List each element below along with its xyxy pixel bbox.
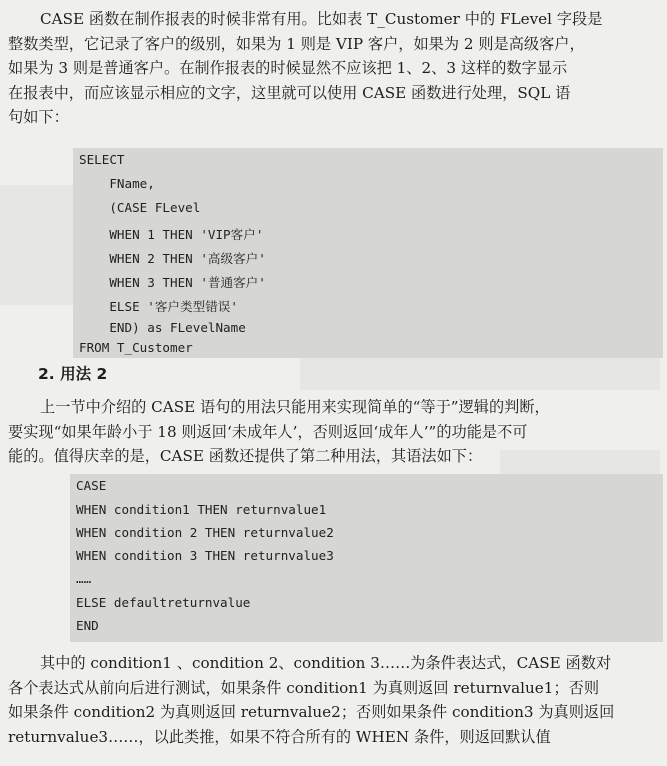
code-line: END [76,618,99,633]
text-line: 句如下： [8,108,69,127]
code-block-select [73,148,663,358]
code-line: WHEN 1 THEN 'VIP客户' [79,227,264,242]
paragraph-explanation [8,651,660,749]
text-line: 上一节中介绍的 CASE 语句的用法只能用来实现简单的“等于”逻辑的判断， [40,398,550,416]
bleed-through-shape [0,185,75,305]
text-line: 其中的 condition1 、condition 2、condition 3……为条件表达式，CASE 函数对 [40,654,612,672]
code-line: WHEN condition 2 THEN returnvalue2 [76,525,334,540]
code-line: ELSE '客户类型错误' [79,299,238,314]
code-line: WHEN 3 THEN '普通客户' [79,275,266,290]
code-line: WHEN condition1 THEN returnvalue1 [76,502,327,517]
code-line: WHEN 2 THEN '高级客户' [79,251,266,266]
code-block-case-syntax [70,474,663,642]
text-line: returnvalue3……，以此类推，如果不符合所有的 WHEN 条件，则返回默认值 [8,727,551,746]
code-line: SELECT [79,152,125,167]
code-line: END) as FLevelName [79,320,246,335]
code-line: FROM T_Customer [79,340,193,355]
paragraph-intro [8,7,660,130]
text-line: 如果条件 condition2 为真则返回 returnvalue2；否则如果条件 condition3 为真则返回 [8,703,615,722]
code-line: …… [76,571,92,586]
text-line: 整数类型，它记录了客户的级别，如果为 1 则是 VIP 客户，如果为 2 则是高级客户， [8,34,585,53]
text-line: 能的。值得庆幸的是，CASE 函数还提供了第二种用法，其语法如下： [8,447,483,466]
code-line: FName, [79,176,155,191]
text-line: 要实现“如果年龄小于 18 则返回‘未成年人’，否则返回‘成年人’”的功能是不可 [8,422,528,441]
text-line: 在报表中，而应该显示相应的文字，这里就可以使用 CASE 函数进行处理，SQL 语 [8,83,571,102]
text-line: 各个表达式从前向后进行测试，如果条件 condition1 为真则返回 returnvalue1；否则 [8,678,600,697]
text-line: CASE 函数在制作报表的时候非常有用。比如表 T_Customer 中的 FLevel 字段是 [40,10,603,28]
code-line: (CASE FLevel [79,200,201,215]
code-line: ELSE defaultreturnvalue [76,595,251,610]
code-line: WHEN condition 3 THEN returnvalue3 [76,548,334,563]
paragraph-usage2 [8,395,660,469]
section-heading: 2. 用法 2 [38,365,108,383]
code-line: CASE [76,478,107,493]
text-line: 如果为 3 则是普通客户。在制作报表的时候显然不应该把 1、2、3 这样的数字显示 [8,59,568,78]
